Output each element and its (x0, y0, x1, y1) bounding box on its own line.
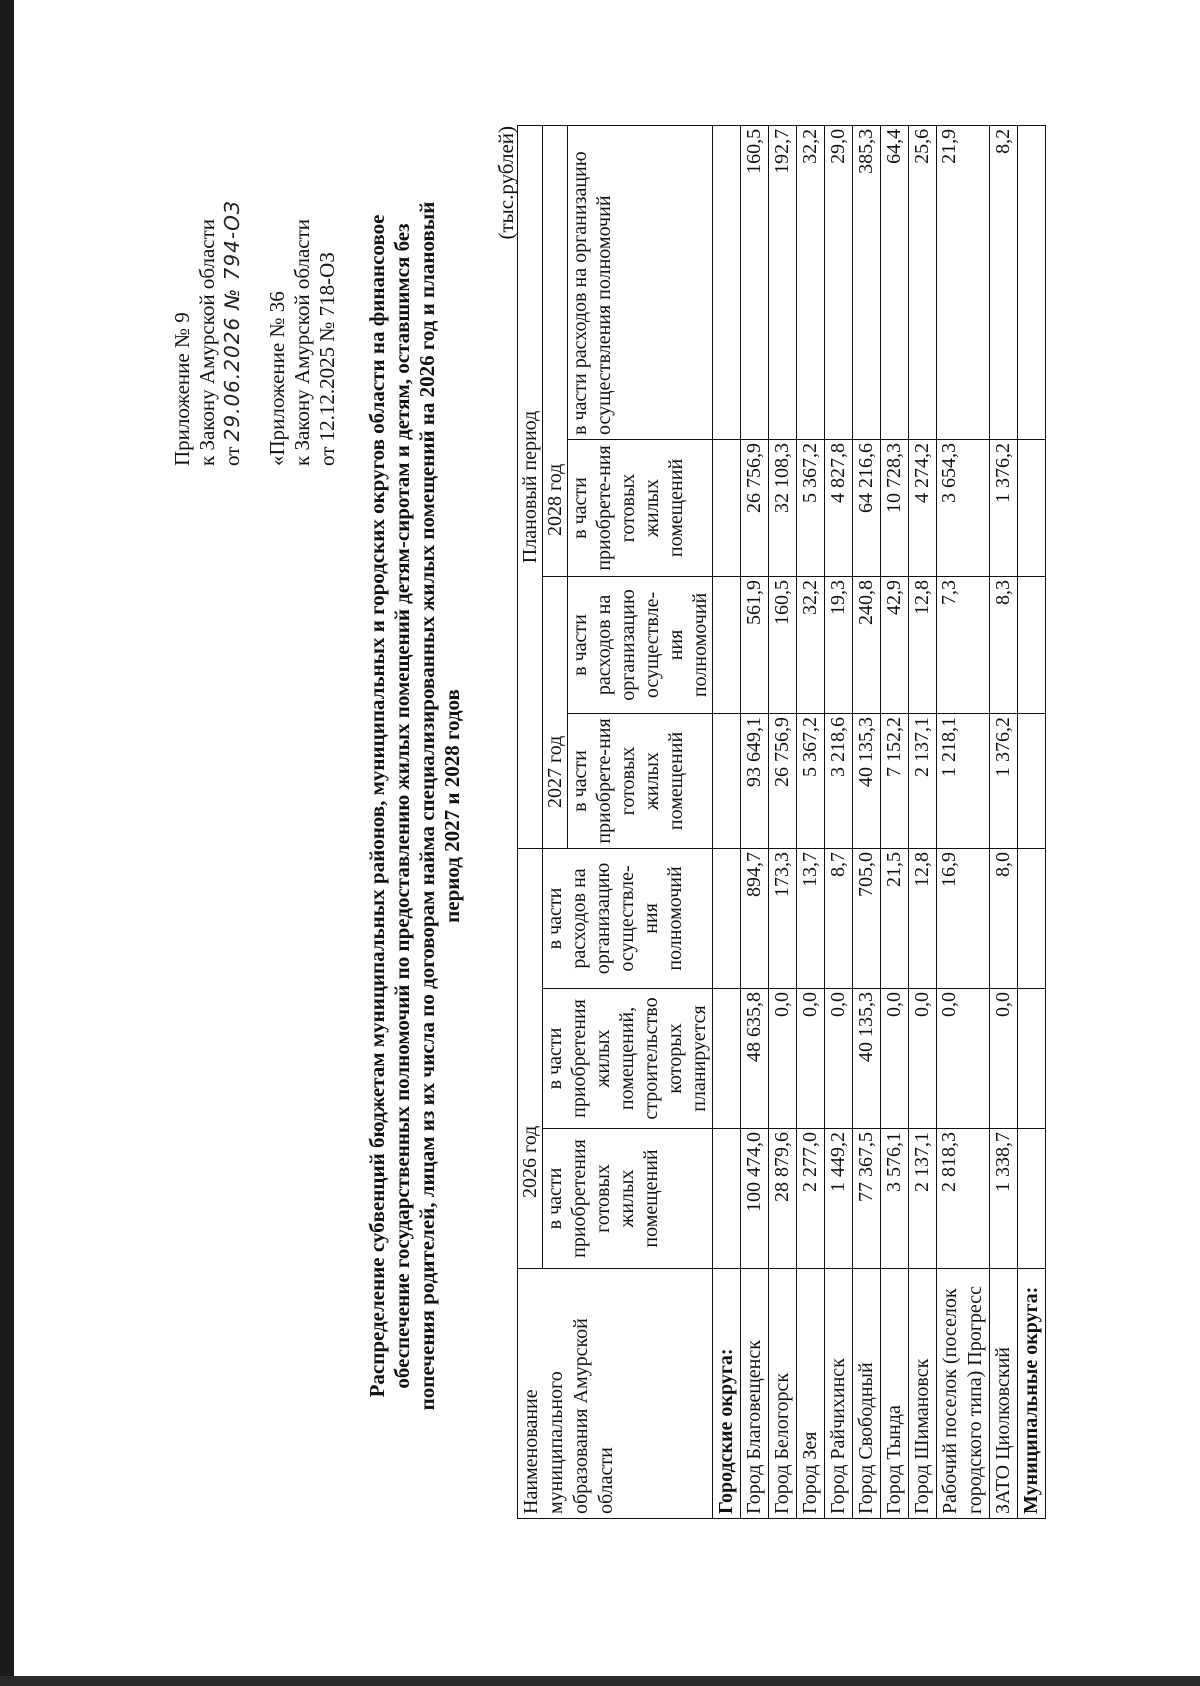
header-municipality-name: Наименование муниципального образования Амурской области (518, 1269, 713, 1519)
row-name: Город Зея (797, 1269, 825, 1519)
header-2028-organization-costs: в части расходов на организацию осуществления полномочий (568, 125, 713, 439)
header-2026-planned-construction: в части приобретения жилых помещений, строительство которых планируется (543, 989, 713, 1129)
cell-value: 12,8 (909, 848, 937, 988)
header-planned-period: Плановый период (518, 125, 543, 848)
cell-value: 160,5 (769, 576, 797, 713)
row-name: Город Свободный (853, 1269, 881, 1519)
cell-value: 26 756,9 (741, 439, 769, 576)
cell-value: 40 135,3 (853, 989, 881, 1129)
cell-value: 28 879,6 (769, 1129, 797, 1269)
appendix-law-ref: к Закону Амурской области (195, 218, 219, 466)
previous-appendix-header (265, 219, 340, 466)
title-line: обеспечение государственных полномочий по предоставлению жилых помещений детям-сиротам и детям, оставшимся без (390, 223, 414, 1389)
cell-value: 64,4 (881, 125, 909, 439)
cell-value: 13,7 (797, 848, 825, 988)
cell-value: 26 756,9 (769, 713, 797, 848)
cell-value: 0,0 (909, 989, 937, 1129)
cell-value: 29,0 (825, 125, 853, 439)
cell-value: 7 152,2 (881, 713, 909, 848)
cell-value: 100 474,0 (741, 1129, 769, 1269)
cell-value: 385,3 (853, 125, 881, 439)
cell-value: 240,8 (853, 576, 881, 713)
table-row (881, 125, 909, 1518)
table-row (990, 125, 1018, 1518)
header-year-2028: 2028 год (543, 125, 568, 576)
cell-value: 42,9 (881, 576, 909, 713)
appendix-number: Приложение № 9 (170, 312, 194, 466)
cell-value: 2 137,1 (909, 1129, 937, 1269)
cell-value: 1 376,2 (990, 713, 1018, 848)
header-2026-organization-costs: в части расходов на организацию осуществле-ния полномочий (543, 848, 713, 988)
cell-value: 8,3 (990, 576, 1018, 713)
cell-value: 16,9 (937, 848, 990, 988)
row-name: ЗАТО Циолковский (990, 1269, 1018, 1519)
cell-value: 8,2 (990, 125, 1018, 439)
cell-value: 0,0 (937, 989, 990, 1129)
table-row (825, 125, 853, 1518)
cell-value: 7,3 (937, 576, 990, 713)
cell-value: 2 137,1 (909, 713, 937, 848)
cell-value: 40 135,3 (853, 713, 881, 848)
cell-value: 2 277,0 (797, 1129, 825, 1269)
cell-value: 5 367,2 (797, 713, 825, 848)
subventions-table (517, 125, 1046, 1519)
units-label: (тыс.рублей) (494, 126, 518, 240)
cell-value: 2 818,3 (937, 1129, 990, 1269)
cell-value: 77 367,5 (853, 1129, 881, 1269)
table-row (1018, 125, 1046, 1518)
row-name: Город Тында (881, 1269, 909, 1519)
cell-value: 0,0 (769, 989, 797, 1129)
cell-value: 8,0 (990, 848, 1018, 988)
cell-value: 0,0 (825, 989, 853, 1129)
title-line: попечения родителей, лицам из их числа по договорам найма специализированных жилых помещений на 2026 год и плановый (415, 201, 439, 1411)
cell-value: 894,7 (741, 848, 769, 988)
row-name: Рабочий поселок (поселок городского типа) Прогресс (937, 1269, 990, 1519)
cell-value: 21,5 (881, 848, 909, 988)
header-year-2027: 2027 год (543, 576, 568, 848)
cell-value: 3 654,3 (937, 439, 990, 576)
row-name: Город Райчихинск (825, 1269, 853, 1519)
section-label: Городские округа: (713, 1269, 741, 1519)
cell-value: 19,3 (825, 576, 853, 713)
cell-value: 192,7 (769, 125, 797, 439)
handwritten-date-number: 29.06.2026 № 794-ОЗ (220, 200, 244, 442)
cell-value: 705,0 (853, 848, 881, 988)
table-row (769, 125, 797, 1518)
previous-appendix-law-ref: к Закону Амурской области (290, 218, 314, 466)
cell-value: 160,5 (741, 125, 769, 439)
cell-value: 32 108,3 (769, 439, 797, 576)
cell-value: 10 728,3 (881, 439, 909, 576)
cell-value: 8,7 (825, 848, 853, 988)
cell-value: 1 338,7 (990, 1129, 1018, 1269)
table-row (713, 125, 741, 1518)
cell-value: 4 274,2 (909, 439, 937, 576)
cell-value: 0,0 (990, 989, 1018, 1129)
section-label: Муниципальные округа: (1018, 1269, 1046, 1519)
row-name: Город Белогорск (769, 1269, 797, 1519)
title-line: Распределение субвенций бюджетам муниципальных районов, муниципальных и городских округов области на финансовое (365, 214, 389, 1398)
cell-value: 0,0 (797, 989, 825, 1129)
cell-value: 21,9 (937, 125, 990, 439)
cell-value: 32,2 (797, 576, 825, 713)
previous-appendix-date: от 12.12.2025 № 718-ОЗ (315, 252, 339, 466)
cell-value: 93 649,1 (741, 713, 769, 848)
appendix-header (170, 200, 245, 466)
cell-value: 561,9 (741, 576, 769, 713)
document-title (365, 156, 465, 1456)
header-2027-ready-housing: в части приобрете-ния готовых жилых помещений (568, 713, 713, 848)
header-2027-organization-costs: в части расходов на организацию осуществле-ния полномочий (568, 576, 713, 713)
header-2028-ready-housing: в части приобрете-ния готовых жилых помещений (568, 439, 713, 576)
table-row (937, 125, 990, 1518)
row-name: Город Благовещенск (741, 1269, 769, 1519)
table-row (741, 125, 769, 1518)
previous-appendix-number: «Приложение № 36 (265, 291, 289, 466)
cell-value: 64 216,6 (853, 439, 881, 576)
cell-value: 173,3 (769, 848, 797, 988)
header-year-2026: 2026 год (518, 848, 543, 1268)
cell-value: 25,6 (909, 125, 937, 439)
cell-value: 32,2 (797, 125, 825, 439)
row-name: Город Шимановск (909, 1269, 937, 1519)
table-row (797, 125, 825, 1518)
table-row (853, 125, 881, 1518)
header-2026-ready-housing: в части приобретения готовых жилых помещений (543, 1129, 713, 1269)
cell-value: 3 218,6 (825, 713, 853, 848)
cell-value: 3 576,1 (881, 1129, 909, 1269)
cell-value: 1 376,2 (990, 439, 1018, 576)
table-row (909, 125, 937, 1518)
cell-value: 5 367,2 (797, 439, 825, 576)
appendix-date-prefix: от (220, 446, 244, 466)
cell-value: 0,0 (881, 989, 909, 1129)
cell-value: 1 449,2 (825, 1129, 853, 1269)
table-header-row (518, 125, 543, 1518)
cell-value: 4 827,8 (825, 439, 853, 576)
cell-value: 1 218,1 (937, 713, 990, 848)
cell-value: 12,8 (909, 576, 937, 713)
appendix-date-line (220, 200, 245, 466)
title-line: период 2027 и 2028 годов (440, 689, 464, 923)
cell-value: 48 635,8 (741, 989, 769, 1129)
